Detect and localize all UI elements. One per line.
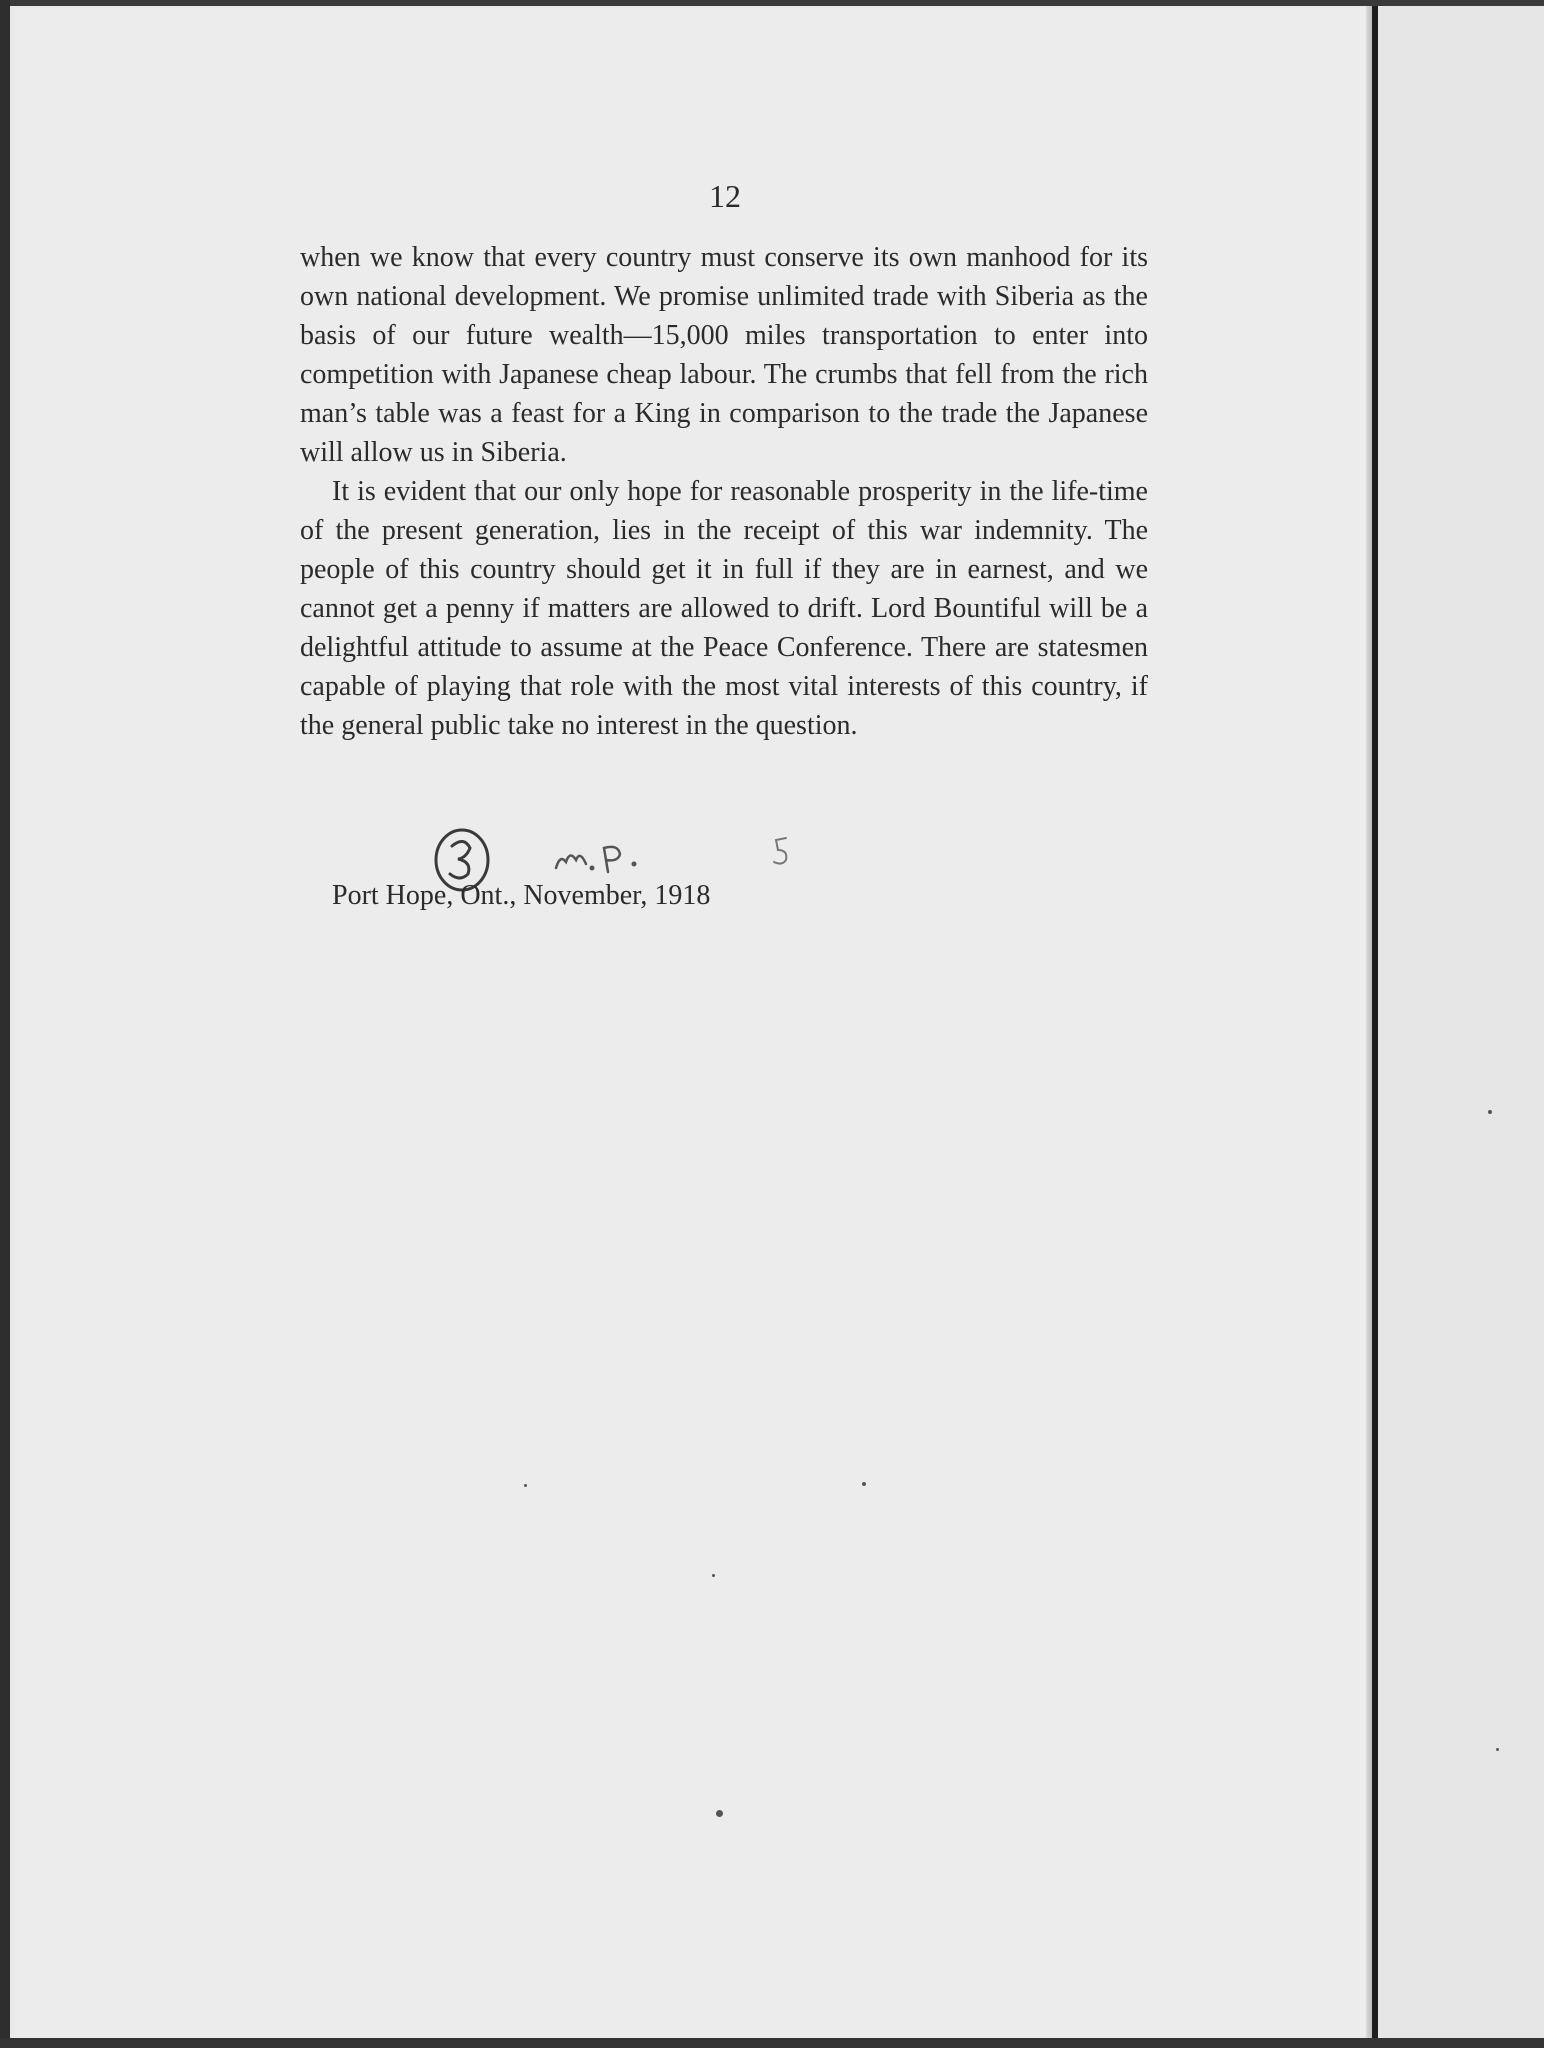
dust-speck: [1488, 1110, 1492, 1114]
binding-fold-line: [1372, 0, 1378, 2048]
dust-speck: [862, 1482, 866, 1486]
handwritten-m: [556, 855, 586, 868]
scan-border-left: [0, 0, 10, 2048]
scan-border-top: [0, 0, 1544, 6]
paragraph-2: It is evident that our only hope for reasonable prosperity in the life-time of the present generation, lies in the receipt of this war indemnity. The people of this country should get it in full if they are in earnest, and we cannot get a penny if matters are allowed to drift. Lord Bountiful will be a delightful attitude to assume at the Peace Conference. There are statesmen capable of playing that role with the most vital interests of this country, if the general public take no interest in the question.: [300, 476, 1148, 741]
handwritten-5: [774, 838, 786, 864]
dust-speck: [712, 1574, 715, 1577]
scan-border-bottom: [0, 2038, 1544, 2048]
dust-speck: [1496, 1748, 1499, 1751]
paragraph-1: when we know that every country must conserve its own manhood for its own national development. We promise unlimited trade with Siberia as the basis of our future wealth—15,000 miles transportation to enter into competition with Japanese cheap labour. The crumbs that fell from the rich man’s table was a feast for a King in comparison to the trade the Japanese will allow us in Siberia.: [300, 242, 1148, 468]
page-number: 12: [709, 178, 741, 214]
dust-speck: [524, 1484, 527, 1487]
handwritten-3: [450, 841, 470, 878]
handwritten-dot: [590, 866, 595, 871]
dateline: Port Hope, Ont., November, 1918: [332, 880, 711, 911]
handwritten-dot: [632, 862, 637, 867]
body-text: [300, 238, 1148, 745]
adjacent-page-edge: [1378, 0, 1544, 2048]
handwritten-p: [604, 847, 620, 872]
dust-speck: [716, 1810, 723, 1817]
